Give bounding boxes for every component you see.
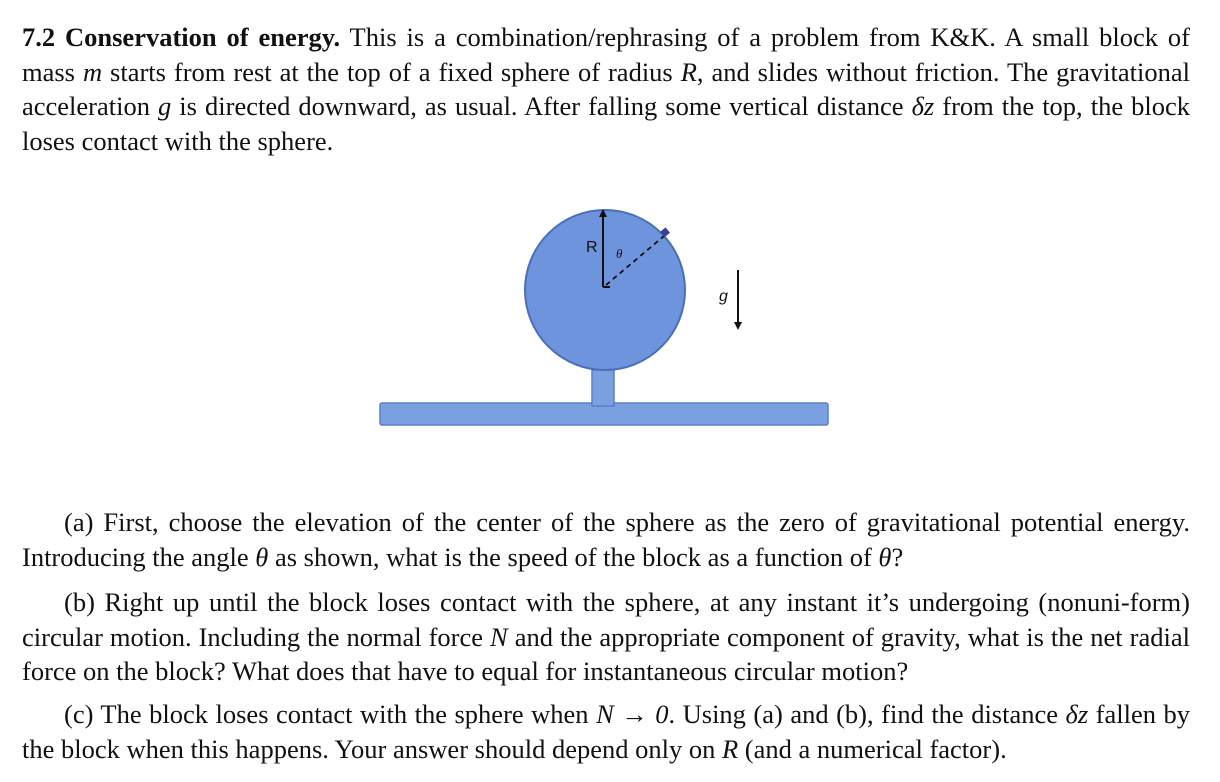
intro-text-2: starts from rest at the top of a fixed sphere of radius xyxy=(102,56,681,87)
qc-text-3: fallen by the block when this happens. Your answer should depend only on xyxy=(22,699,1190,764)
qa-text-3: ? xyxy=(891,541,904,572)
gravity-label: g xyxy=(719,288,728,305)
radius-label: R xyxy=(586,239,598,256)
question-b xyxy=(22,585,1190,689)
gravity-symbol: g xyxy=(158,91,172,121)
angle-label: θ xyxy=(616,246,623,261)
intro-text-3: , and slides without friction. The gravitational acceleration xyxy=(22,56,1191,121)
intro-text-1: This is a combination/rephrasing of a problem from K&K. A small block of mass xyxy=(22,22,1190,87)
theta-symbol: θ xyxy=(878,541,892,572)
qc-text-2: . Using (a) and (b), find the distance xyxy=(668,699,1066,729)
intro-text-5: from the top, the block loses contact with the sphere. xyxy=(22,91,1190,156)
qa-text-2: as shown, what is the speed of the block as a function of xyxy=(268,541,879,572)
qa-text-1: (a) First, choose the elevation of the center of the sphere as the zero of gravitational potential energy. Introducing the angle xyxy=(22,507,1190,572)
question-c xyxy=(22,697,1190,766)
delta-z-symbol: δz xyxy=(911,91,935,121)
limit-expression: N → 0 xyxy=(596,699,669,729)
qb-text-2: and the appropriate component of gravity, what is the net radial force on the block? What does that have to equal for instantaneous circular motion? xyxy=(22,621,1190,686)
intro-text-4: is directed downward, as usual. After falling some vertical distance xyxy=(171,91,912,121)
question-a xyxy=(22,505,1190,574)
problem-heading: 7.2 Conservation of energy. xyxy=(22,22,341,52)
delta-z-symbol: δz xyxy=(1065,699,1089,729)
normal-force-symbol: N xyxy=(490,621,508,652)
radius-symbol: R xyxy=(680,56,697,87)
sphere xyxy=(525,210,685,370)
radius-symbol: R xyxy=(721,733,739,764)
theta-symbol: θ xyxy=(255,541,269,572)
qc-text-4: (and a numerical factor). xyxy=(738,733,1007,764)
qc-text-1: (c) The block loses contact with the sphere when xyxy=(64,699,597,729)
sphere-post xyxy=(592,370,614,406)
mass-symbol: m xyxy=(82,56,103,87)
qb-text-1: (b) Right up until the block loses contact with the sphere, at any instant it’s undergoing (nonuni-form) circular motion. Including the normal force xyxy=(22,587,1190,652)
